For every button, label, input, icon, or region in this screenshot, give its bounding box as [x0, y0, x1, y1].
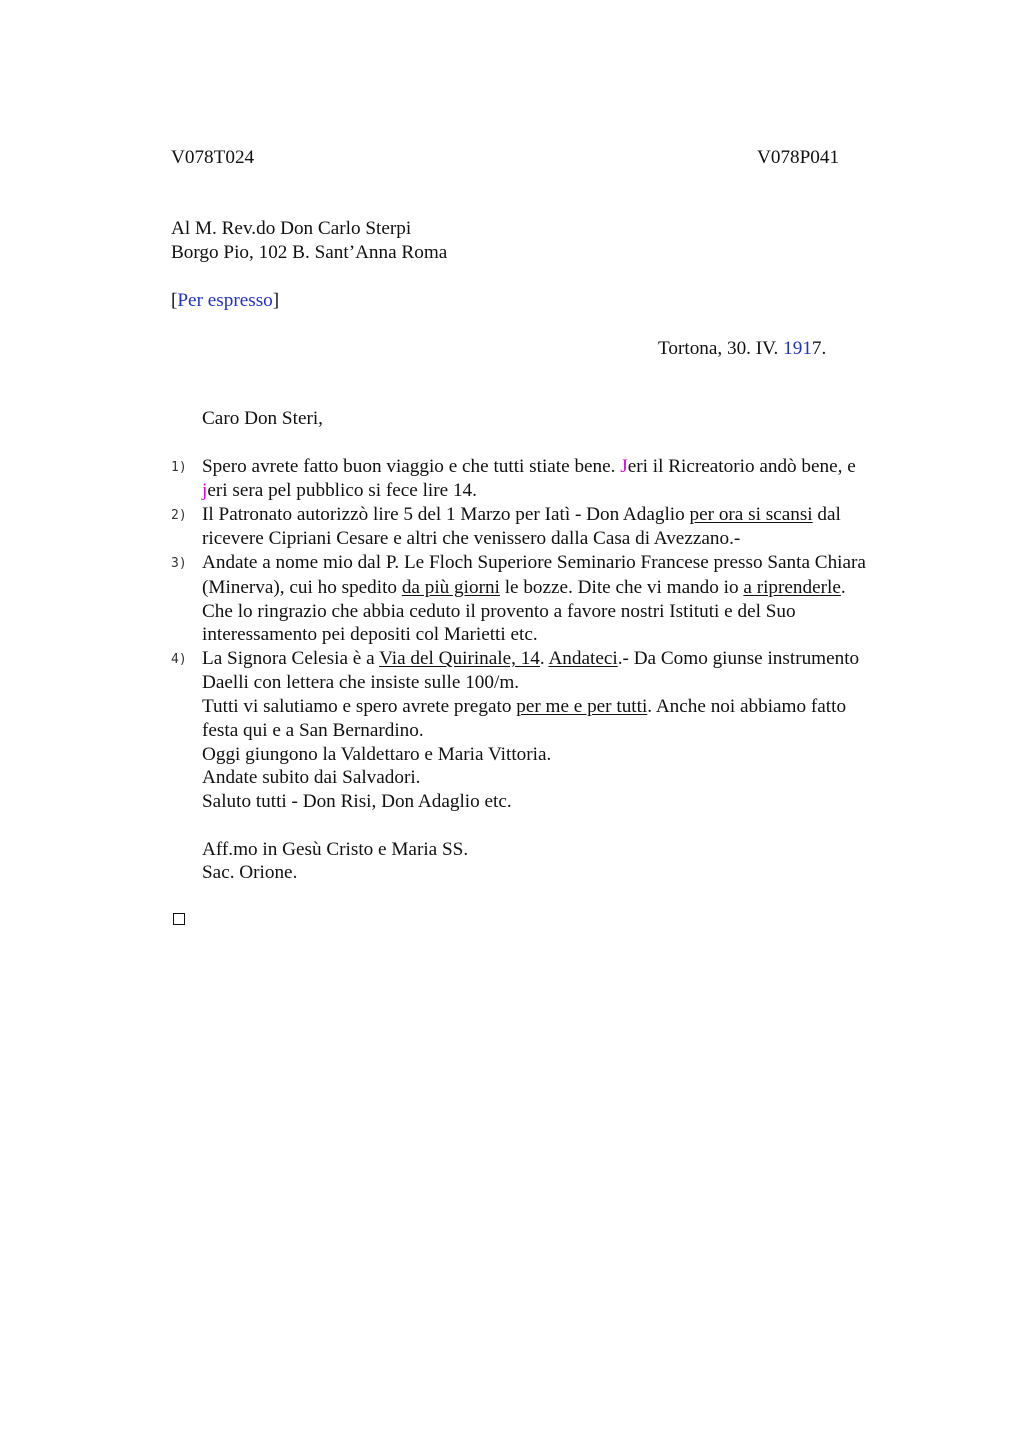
item-2-line-1: Il Patronato autorizzò lire 5 del 1 Marzo per Iatì - Don Adaglio per ora si scansi dal [202, 504, 841, 525]
body-line-5: Saluto tutti - Don Risi, Don Adaglio etc. [202, 791, 512, 812]
body-line-3: Oggi giungono la Valdettaro e Maria Vittoria. [202, 744, 552, 765]
square-outline-icon [173, 913, 185, 925]
item-1-line-1: Spero avrete fatto buon viaggio e che tutti stiate bene. Jeri il Ricreatorio andò bene, e [202, 456, 856, 477]
item-3-line-3: Che lo ringrazio che abbia ceduto il provento a favore nostri Istituti e del Suo [202, 601, 796, 622]
item-number-1: 1) [171, 460, 187, 475]
item-number-3: 3) [171, 556, 187, 571]
item-3-line-4: interessamento pei depositi col Marietti etc. [202, 624, 538, 645]
document-code-right: V078P041 [757, 147, 840, 168]
item-4-line-2: Daelli con lettera che insiste sulle 100/m. [202, 672, 520, 693]
body-line-1: Tutti vi salutiamo e spero avrete pregato per me e per tutti. Anche noi abbiamo fatto [202, 696, 847, 717]
document-code-left: V078T024 [171, 147, 255, 168]
date-year-annotation: 191 [783, 338, 812, 359]
salutation: Caro Don Steri, [202, 408, 323, 429]
delivery-note-text: Per espresso [177, 290, 273, 311]
body-line-4: Andate subito dai Salvadori. [202, 767, 421, 788]
item-4-line-1: La Signora Celesia è a Via del Quirinale, 14. Andateci.- Da Como giunse instrumento [202, 648, 860, 669]
item-1-line-2: jeri sera pel pubblico si fece lire 14. [202, 480, 477, 501]
body-line-2: festa qui e a San Bernardino. [202, 720, 424, 741]
item-number-4: 4) [171, 652, 187, 667]
item-2-line-2: ricevere Cipriani Cesare e altri che venissero dalla Casa di Avezzano.- [202, 528, 741, 549]
signature: Sac. Orione. [202, 862, 298, 883]
dateline: Tortona, 30. IV. 1917. [658, 338, 827, 359]
delivery-note: [Per espresso] [171, 290, 280, 311]
item-3-line-1: Andate a nome mio dal P. Le Floch Superiore Seminario Francese presso Santa Chiara [202, 552, 866, 573]
address-line-2: Borgo Pio, 102 B. Sant’Anna Roma [171, 242, 448, 263]
item-3-line-2: (Minerva), cui ho spedito da più giorni le bozze. Dite che vi mando io a riprenderle. [202, 577, 846, 598]
address-line-1: Al M. Rev.do Don Carlo Sterpi [171, 218, 412, 239]
closing-line-1: Aff.mo in Gesù Cristo e Maria SS. [202, 839, 469, 860]
item-number-2: 2) [171, 508, 187, 523]
